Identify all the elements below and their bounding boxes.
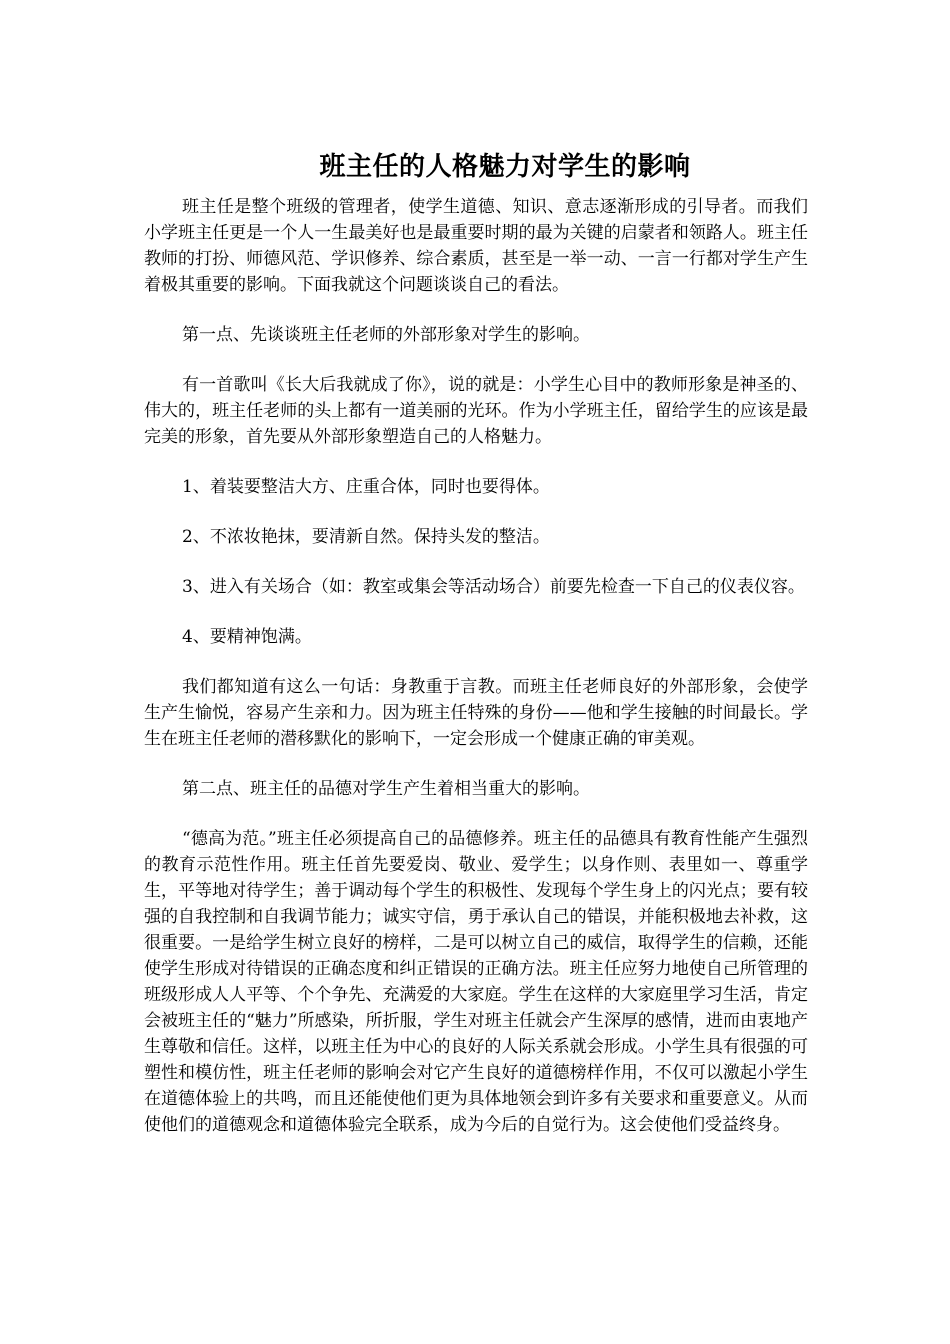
list-item-spirit: 4、要精神饱满。 xyxy=(182,627,312,647)
list-item-dress: 1、着装要整洁大方、庄重合体，同时也要得体。 xyxy=(182,477,550,497)
list-item-makeup: 2、不浓妆艳抹，要清新自然。保持头发的整洁。 xyxy=(182,527,550,547)
list-item-appearance-check: 3、进入有关场合（如：教室或集会等活动场合）前要先检查一下自己的仪表仪容。 xyxy=(182,577,805,597)
document-body xyxy=(144,194,808,1162)
document-title: 班主任的人格魅力对学生的影响 xyxy=(319,152,691,183)
paragraph-point-one-heading: 第一点、先谈谈班主任老师的外部形象对学生的影响。 xyxy=(182,325,590,345)
paragraph-morality: “德高为范。”班主任必须提高自己的品德修养。班主任的品德具有教育性能产生强烈的教育示范性作用。班主任首先要爱岗、敬业、爱学生；以身作则、表里如一、尊重学生，平等地对待学生；善于调动每个学生的积极性、发现每个学生身上的闪光点；要有较强的自我控制和自我调节能力；诚实守信，勇于承认自己的错误，并能积极地去补救，这很重要。一是给学生树立良好的榜样，二是可以树立自己的威信，取得学生的信赖，还能使学生形成对待错误的正确态度和纠正错误的正确方法。班主任应努力地使自己所管理的班级形成人人平等、个个争先、充满爱的大家庭。学生在这样的大家庭里学习生活，肯定会被班主任的“魅力”所感染，所折服，学生对班主任就会产生深厚的感情，进而由衷地产生尊敬和信任。这样，以班主任为中心的良好的人际关系就会形成。小学生具有很强的可塑性和模仿性，班主任老师的影响会对它产生良好的道德榜样作用，不仅可以激起小学生在道德体验上的共鸣，而且还能使他们更为具体地领会到许多有关要求和重要意义。从而使他们的道德观念和道德体验完全联系，成为今后的自觉行为。这会使他们受益终身。 xyxy=(144,829,808,1135)
paragraph-point-two-heading: 第二点、班主任的品德对学生产生着相当重大的影响。 xyxy=(182,779,590,799)
paragraph-example: 我们都知道有这么一句话：身教重于言教。而班主任老师良好的外部形象，会使学生产生愉悦，容易产生亲和力。因为班主任特殊的身份——他和学生接触的时间最长。学生在班主任老师的潜移默化的影响下，一定会形成一个健康正确的审美观。 xyxy=(144,677,808,749)
paragraph-song: 有一首歌叫《长大后我就成了你》，说的就是：小学生心目中的教师形象是神圣的、伟大的，班主任老师的头上都有一道美丽的光环。作为小学班主任，留给学生的应该是最完美的形象，首先要从外部形象塑造自己的人格魅力。 xyxy=(144,375,808,447)
paragraph-intro: 班主任是整个班级的管理者，使学生道德、知识、意志逐渐形成的引导者。而我们小学班主任更是一个人一生最美好也是最重要时期的最为关键的启蒙者和领路人。班主任教师的打扮、师德风范、学识修养、综合素质，甚至是一举一动、一言一行都对学生产生着极其重要的影响。下面我就这个问题谈谈自己的看法。 xyxy=(144,197,808,295)
